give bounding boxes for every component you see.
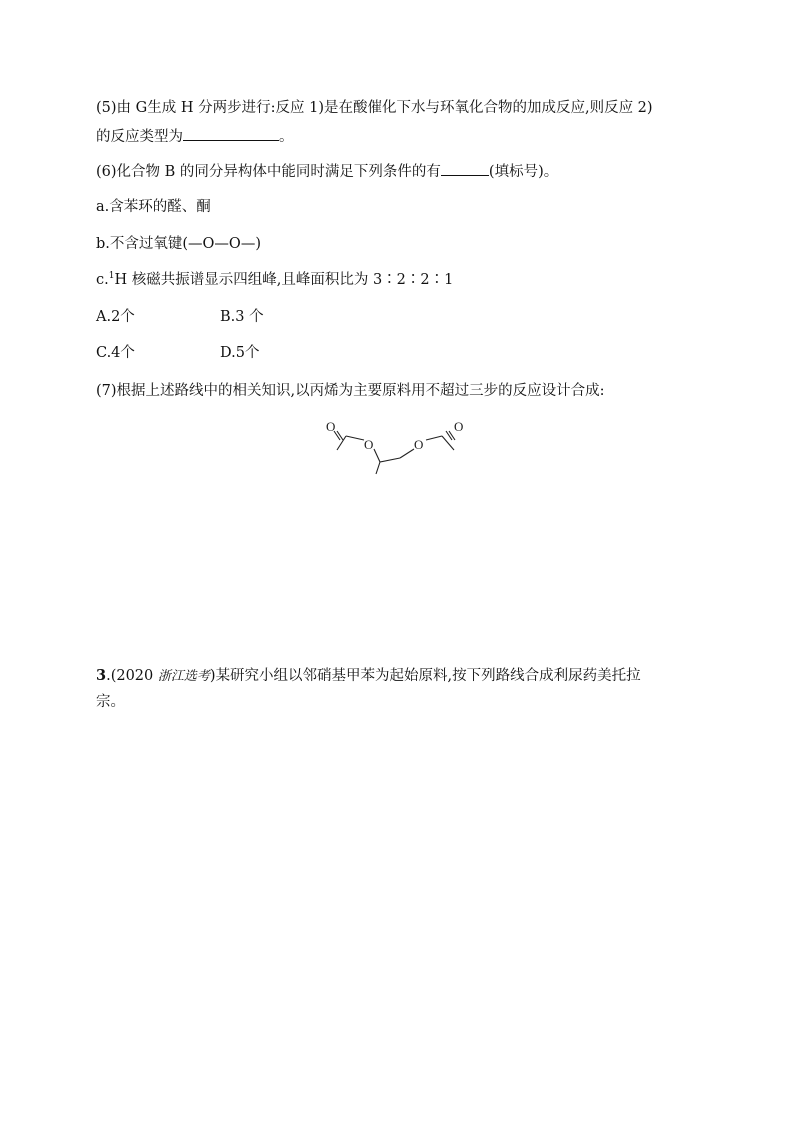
q7-text: (7)根据上述路线中的相关知识,以丙烯为主要原料用不超过三步的反应设计合成: [96,383,605,399]
q5-line2-end: 。 [279,129,294,145]
q5-line2 [96,125,294,147]
q5-line2-text: 的反应类型为 [96,129,183,145]
atom-o1: O [326,419,336,434]
q3-text: 某研究小组以邻硝基甲苯为起始原料,按下列路线合成利尿药美托拉 [215,668,641,684]
q3-line1 [96,666,641,687]
cond-c-sup: 1 [108,271,115,282]
q3-source-open: (2020 [110,668,158,684]
atom-o4: O [454,419,464,434]
option-a[interactable]: A.2个 [96,309,135,325]
q6-text-end: (填标号)。 [488,164,559,180]
q6-condition-b: b.不含过氧键(—O—O—) [96,236,261,252]
q6-condition-c [96,270,453,290]
cond-c-text: H 核磁共振谱显示四组峰,且峰面积比为 3∶2∶2∶1 [114,272,454,288]
atom-o3: O [414,437,424,452]
answer-blank-q5[interactable] [183,125,279,141]
q3-line2: 宗。 [96,694,125,710]
q6-question [96,160,558,182]
q3-source-close: ) [209,668,216,684]
option-c[interactable]: C.4个 [96,345,135,361]
q5-line1: (5)由 G生成 H 分两步进行:反应 1)是在酸催化下水与环氧化合物的加成反应,则反应 2) [96,100,653,116]
answer-blank-q6[interactable] [441,160,489,176]
q6-text: (6)化合物 B 的同分异构体中能同时满足下列条件的有 [96,164,441,180]
diacetate-structure [318,418,478,480]
q3-source: 浙江选考 [157,669,210,684]
q3-number: 3 [96,667,107,684]
q3-dot: . [106,668,111,684]
q6-condition-a: a.含苯环的醛、酮 [96,199,211,215]
atom-o2: O [364,437,374,452]
option-b[interactable]: B.3 个 [220,309,264,325]
option-d[interactable]: D.5个 [220,345,260,361]
cond-c-label: c. [96,272,109,288]
